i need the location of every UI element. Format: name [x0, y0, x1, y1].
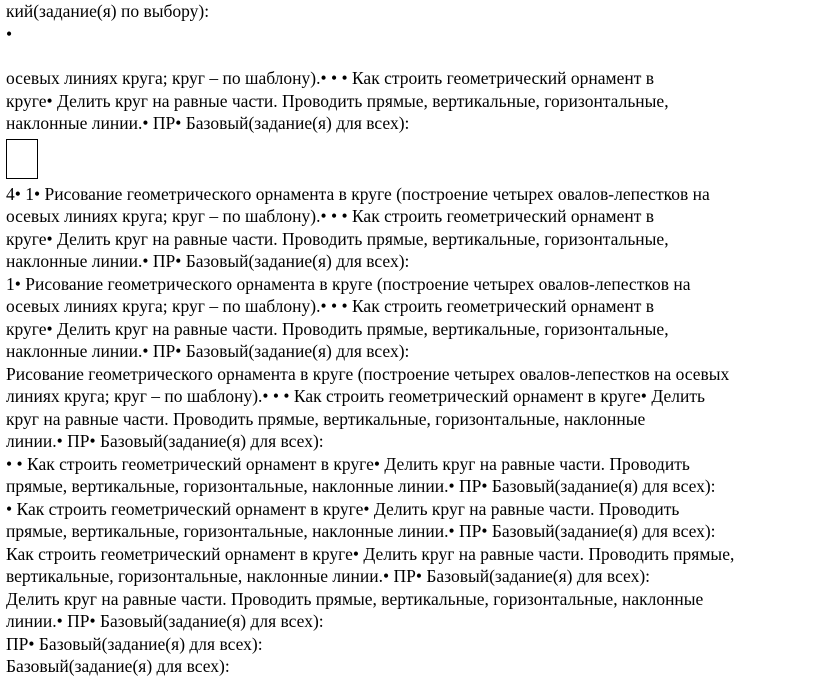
text-line: круге• Делить круг на равные части. Проводить прямые, вертикальные, горизонтальные, [6, 318, 669, 339]
blank-gap [6, 45, 810, 67]
text-line: 4• 1• Рисование геометрического орнамента в круге (построение четырех овалов-лепестков на [6, 183, 710, 204]
text-line: Рисование геометрического орнамента в круге (построение четырех овалов-лепестков на осевых [6, 363, 730, 384]
text-line: круге• Делить круг на равные части. Проводить прямые, вертикальные, горизонтальные, [6, 228, 669, 249]
text-line: круге• Делить круг на равные части. Проводить прямые, вертикальные, горизонтальные, [6, 90, 669, 111]
text-line: • • Как строить геометрический орнамент в круге• Делить круг на равные части. Проводить [6, 453, 690, 474]
text-line: линии.• ПР• Базовый(задание(я) для всех): [6, 431, 324, 451]
bullet-line: • [6, 23, 13, 44]
text-line: осевых линиях круга; круг – по шаблону).• • • Как строить геометрический орнамент в [6, 68, 655, 88]
text-line: осевых линиях круга; круг – по шаблону).• • • Как строить геометрический орнамент в [6, 206, 655, 226]
text-line: вертикальные, горизонтальные, наклонные линии.• ПР• Базовый(задание(я) для всех): [6, 566, 651, 586]
text-line: наклонные линии.• ПР• Базовый(задание(я) для всех): [6, 341, 410, 361]
text-line: прямые, вертикальные, горизонтальные, наклонные линии.• ПР• Базовый(задание(я) для всех): [6, 476, 716, 496]
text-line: осевых линиях круга; круг – по шаблону).• • • Как строить геометрический орнамент в [6, 296, 655, 316]
text-line: наклонные линии.• ПР• Базовый(задание(я) для всех): [6, 113, 410, 133]
text-line: • Как строить геометрический орнамент в круге• Делить круг на равные части. Проводить [6, 498, 680, 519]
text-line: кий(задание(я) по выбору): [6, 1, 210, 21]
text-line: 1• Рисование геометрического орнамента в круге (построение четырех овалов-лепестков на [6, 273, 691, 294]
text-line: линии.• ПР• Базовый(задание(я) для всех): [6, 611, 324, 631]
text-line: Делить круг на равные части. Проводить прямые, вертикальные, горизонтальные, наклонные [6, 588, 704, 609]
text-line: Как строить геометрический орнамент в круге• Делить круг на равные части. Проводить прямые, [6, 543, 735, 564]
text-line: линиях круга; круг – по шаблону).• • • Как строить геометрический орнамент в круге• Делить [6, 386, 705, 406]
text-line: ПР• Базовый(задание(я) для всех): [6, 633, 263, 654]
text-line: наклонные линии.• ПР• Базовый(задание(я) для всех): [6, 251, 410, 271]
text-line: Базовый(задание(я) для всех): [6, 656, 230, 676]
text-line: круг на равные части. Проводить прямые, вертикальные, горизонтальные, наклонные [6, 408, 646, 429]
text-line: прямые, вертикальные, горизонтальные, наклонные линии.• ПР• Базовый(задание(я) для всех): [6, 521, 716, 541]
empty-image-placeholder [6, 139, 38, 179]
